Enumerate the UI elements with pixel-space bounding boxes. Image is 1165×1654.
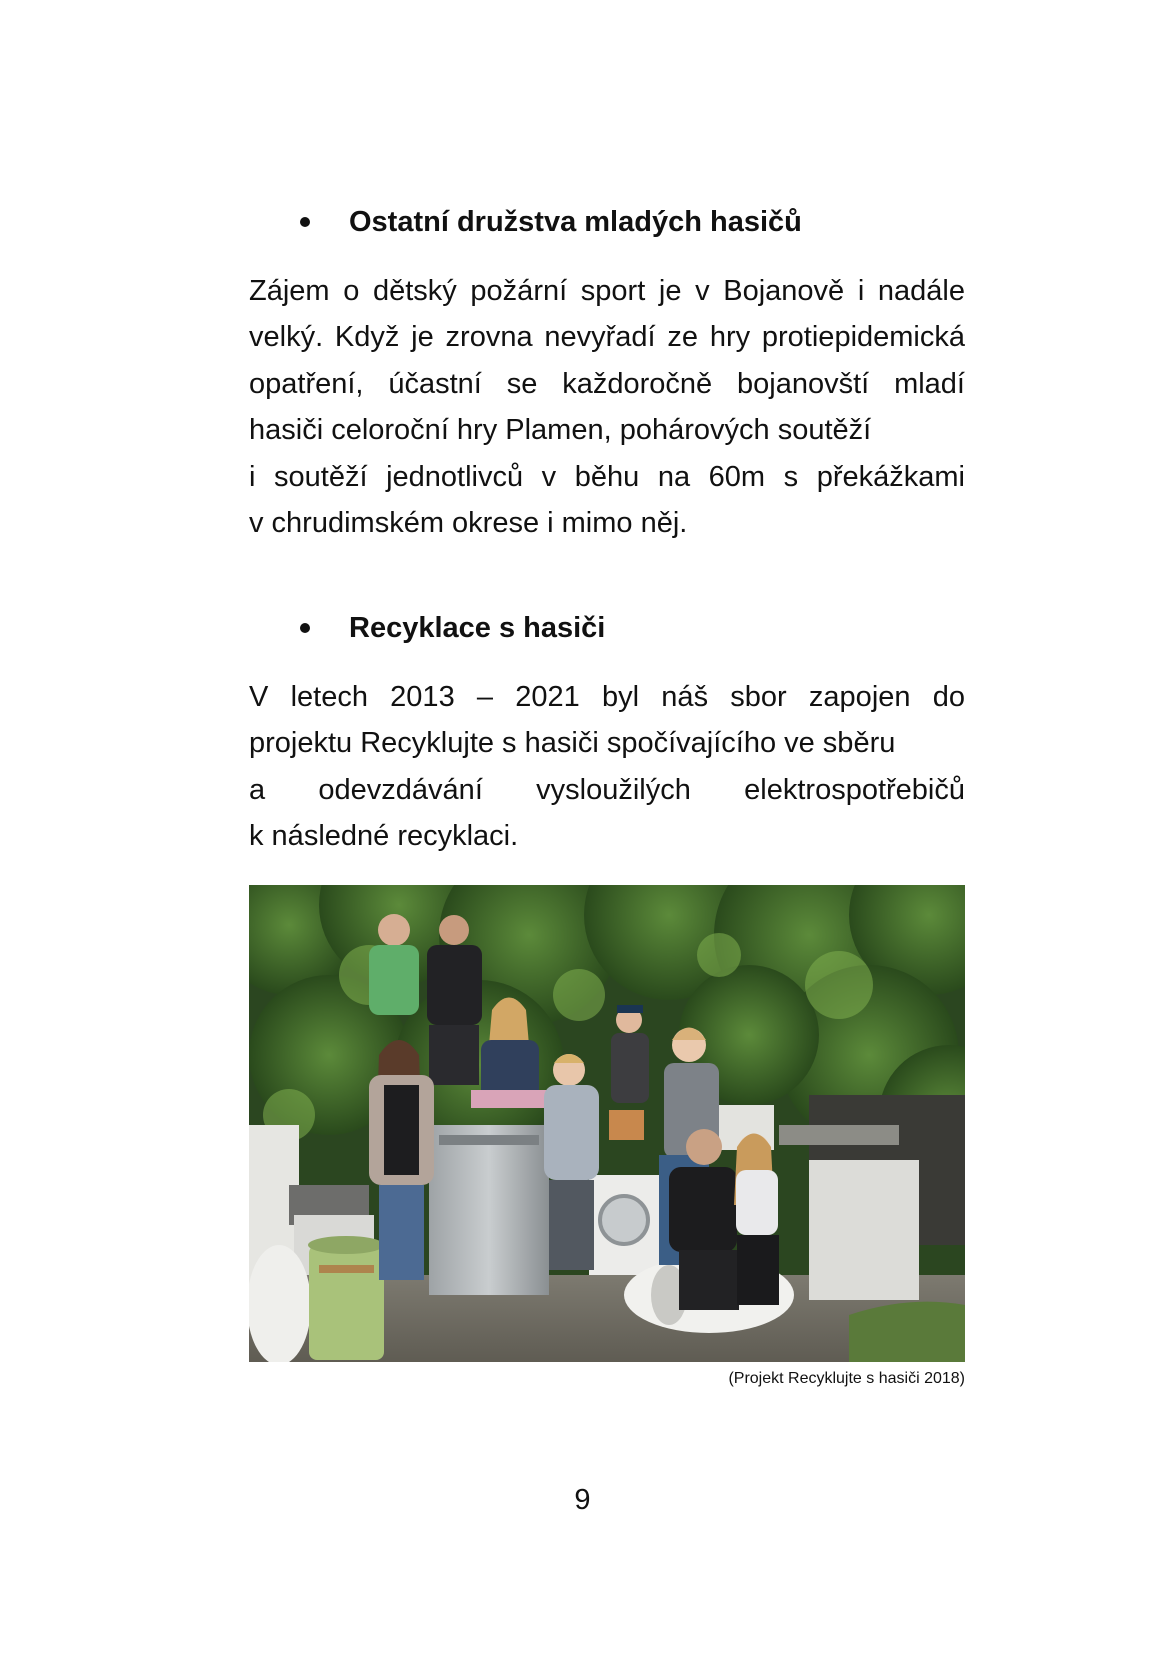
paragraph-youth-teams — [249, 268, 965, 546]
page-number: 9 — [574, 1484, 591, 1516]
section-heading-youth-teams — [300, 202, 802, 242]
paragraph-line: i soutěží jednotlivců v běhu na 60m s překážkami — [249, 460, 965, 493]
photo-caption: (Projekt Recyklujte s hasiči 2018) — [728, 1370, 965, 1387]
bullet-icon — [300, 217, 310, 227]
paragraph-line: projektu Recyklujte s hasiči spočívajícího ve sběru — [249, 727, 896, 760]
photo-illustration — [249, 885, 965, 1362]
section-heading-recycling — [300, 608, 605, 648]
paragraph-line: V letech 2013 – 2021 byl náš sbor zapojen do — [249, 681, 965, 713]
paragraph-line: a odevzdávání vysloužilých elektrospotřebičů — [249, 773, 965, 806]
recycling-project-photo — [249, 885, 965, 1362]
paragraph-line: v chrudimském okrese i mimo něj. — [249, 507, 688, 540]
paragraph-line: hasiči celoroční hry Plamen, pohárových soutěží — [249, 414, 872, 447]
paragraph-recycling — [249, 674, 965, 860]
paragraph-line: opatření, účastní se každoročně bojanovští mladí — [249, 367, 965, 400]
paragraph-line: Zájem o dětský požární sport je v Bojanově i nadále — [249, 275, 965, 307]
heading-text: Ostatní družstva mladých hasičů — [349, 206, 802, 238]
paragraph-line: k následné recyklaci. — [249, 820, 519, 853]
bullet-icon — [300, 623, 310, 633]
heading-text: Recyklace s hasiči — [349, 612, 606, 644]
paragraph-line: velký. Když je zrovna nevyřadí ze hry protiepidemická — [249, 321, 965, 354]
